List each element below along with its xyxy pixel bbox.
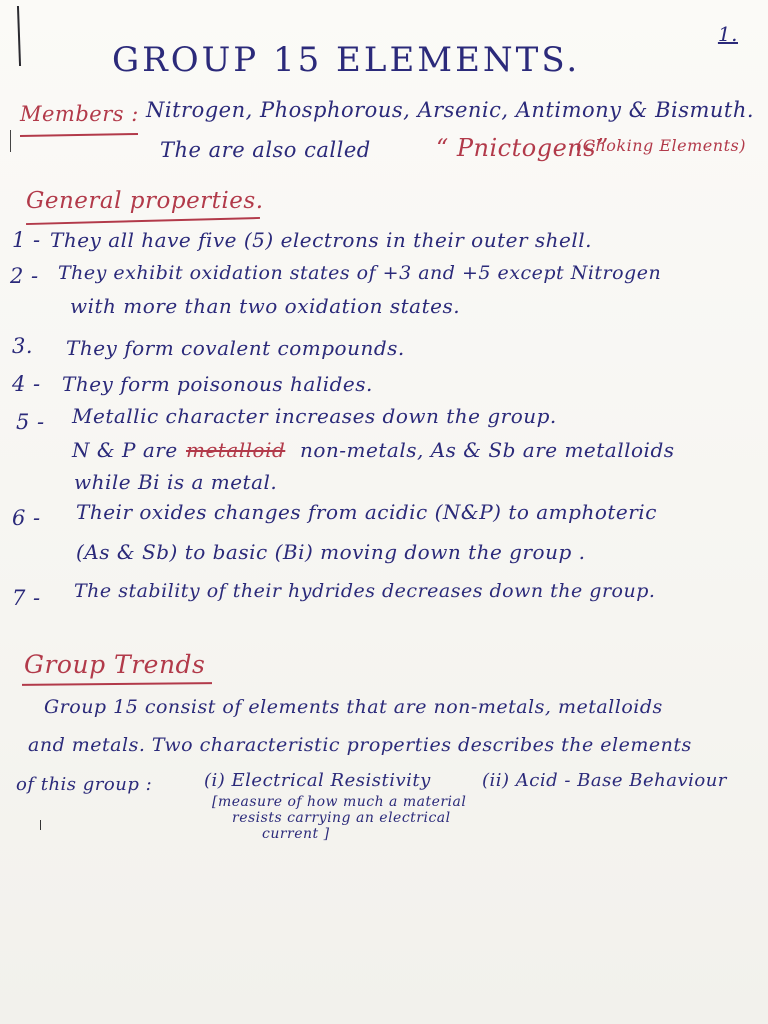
acid-base-behaviour: (ii) Acid - Base Behaviour [482,770,727,791]
property-number: 5 - [16,410,45,434]
trends-text: and metals. Two characteristic properties describes the elements [28,734,692,756]
property-number: 6 - [12,506,41,530]
property-number: 4 - [12,372,41,396]
property-text: Metallic character increases down the group. [72,404,557,428]
property-number: 1 - [12,228,41,252]
property-text: The stability of their hydrides decreases down the group. [74,580,656,602]
choking-elements-note: (Choking Elements) [576,136,746,155]
page-number: 1. [717,22,738,46]
resistivity-note: [measure of how much a material [212,794,467,810]
property-text: They form covalent compounds. [66,336,405,360]
property-text: while Bi is a metal. [74,470,278,494]
property-number: 7 - [12,586,41,610]
struck-out-word: metalloid [186,438,286,462]
margin-mark [10,130,11,152]
property-text: They all have five (5) electrons in their outer shell. [50,228,593,252]
property-text: (As & Sb) to basic (Bi) moving down the group . [76,540,586,564]
margin-line [17,6,21,66]
trends-text: of this group : [16,774,153,795]
resistivity-note: current ] [262,826,330,842]
property-number: 2 - [10,264,39,288]
members-list: Nitrogen, Phosphorous, Arsenic, Antimony & Bismuth. [146,98,755,122]
electrical-resistivity: (i) Electrical Resistivity [204,770,431,791]
property-text: with more than two oxidation states. [70,294,461,318]
margin-mark [40,820,41,830]
called-text: The are also called [160,138,371,162]
property-text: They exhibit oxidation states of +3 and +5 except Nitrogen [58,262,662,284]
property-text: Their oxides changes from acidic (N&P) to amphoteric [76,500,657,524]
property-text-part: non-metals, As & Sb are metalloids [300,438,675,462]
property-number: 3. [12,334,34,358]
property-text-part: N & P are [72,438,178,462]
group-trends-underline [22,682,212,686]
page-title: GROUP 15 ELEMENTS. [112,40,581,80]
property-text: They form poisonous halides. [62,372,373,396]
group-trends-heading: Group Trends [24,650,206,679]
trends-text: Group 15 consist of elements that are non-metals, metalloids [44,696,663,718]
general-properties-underline [26,217,260,225]
members-underline [20,133,138,137]
general-properties-heading: General properties. [26,188,264,214]
members-label: Members : [20,102,139,126]
pnictogens-term: “ Pnictogens” [436,134,609,162]
resistivity-note: resists carrying an electrical [232,810,451,826]
